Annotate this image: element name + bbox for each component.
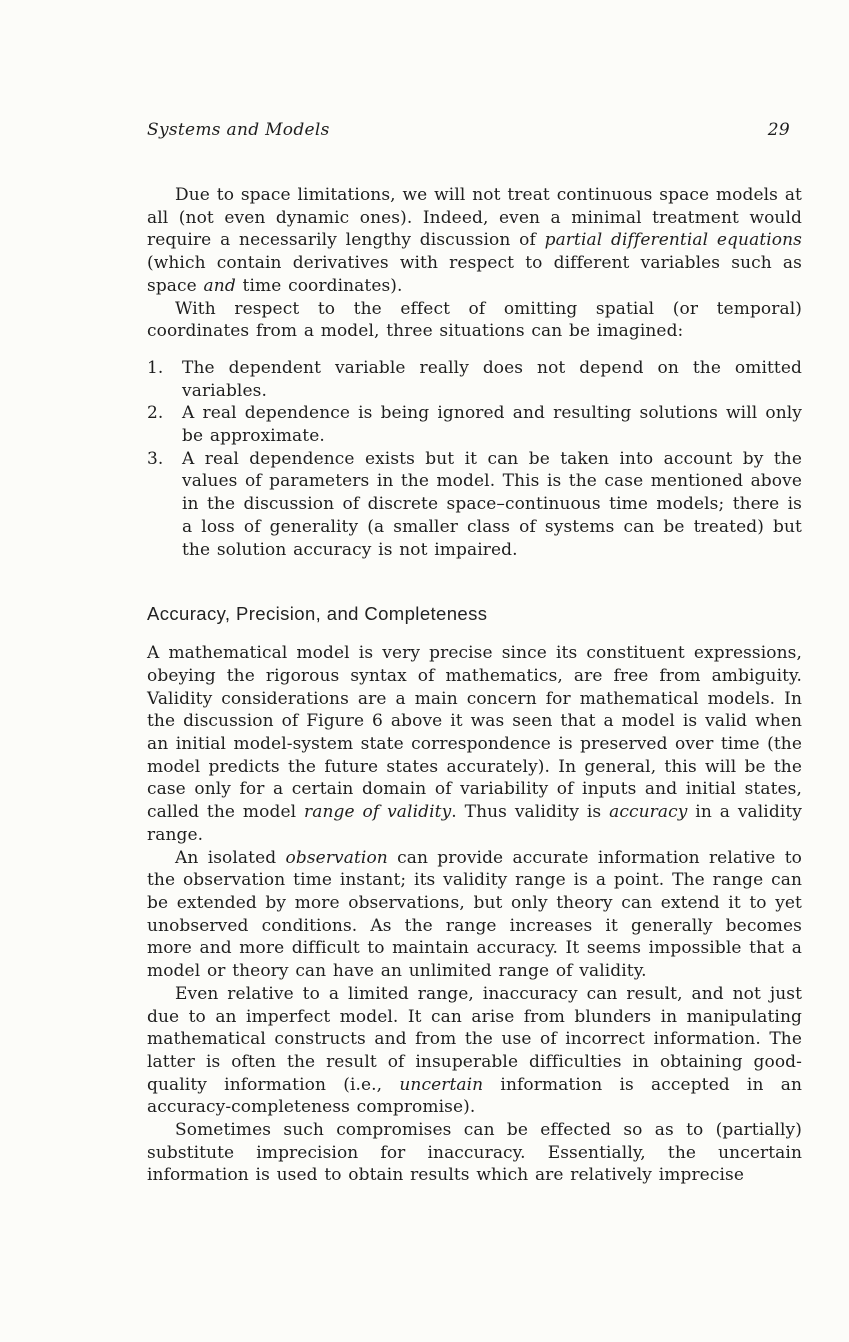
list-item-1-text: The dependent variable really does not depend on the omitted variables. — [182, 357, 802, 401]
list-item-1 — [147, 357, 802, 402]
paragraph-compromises: Sometimes such compromises can be effected so as to (partially) substitute imprecision for inaccuracy. Essentially, the uncertain information is used to obtain results which are relatively imprecise — [147, 1120, 802, 1186]
paragraph-omitting-coordinates: With respect to the effect of omitting spatial (or temporal) coordinates from a model, three situations can be imagined: — [147, 298, 802, 342]
running-header — [147, 120, 802, 140]
list-item-2 — [147, 402, 802, 447]
list-item-3-number: 3. — [147, 448, 164, 469]
text-column — [147, 120, 802, 1187]
list-item-2-number: 2. — [147, 403, 164, 424]
list-item-3 — [147, 448, 802, 562]
list-item-2-text: A real dependence is being ignored and resulting solutions will only be approximate. — [182, 403, 802, 447]
paragraph-limited-range: Even relative to a limited range, inaccuracy can result, and not just due to an imperfect model. It can arise from blunders in manipulating mathematical constructs and from the use of incorrect information. The latter is often the result of insuperable difficulties in obtaining good-quality information (i.e., uncertain information is accepted in an accuracy-completeness compromise). — [147, 983, 803, 1118]
list-item-1-number: 1. — [147, 357, 164, 378]
page-number: 29 — [767, 120, 790, 140]
list-item-3-text: A real dependence exists but it can be taken into account by the values of parameters in the model. This is the case mentioned above in the discussion of discrete space–continuous time models; there is a loss of generality (a smaller class of systems can be treated) but the solution accuracy is not impaired. — [182, 448, 802, 560]
paragraph-isolated-observation: An isolated observation can provide accurate information relative to the observation time instant; its validity range is a point. The range can be extended by more observations, but only theory can extend it to yet unobserved conditions. As the range increases it generally becomes more and more difficult to maintain accuracy. It seems impossible that a model or theory can have an unlimited range of validity. — [147, 847, 802, 982]
paragraph-mathematical-model: A mathematical model is very precise since its constituent expressions, obeying the rigorous syntax of mathematics, are free from ambiguity. Validity considerations are a main concern for mathematical models. In the discussion of Figure 6 above it was seen that a model is valid when an initial model-system state correspondence is preserved over time (the model predicts the future states accurately). In general, this will be the case only for a certain domain of variability of inputs and initial states, called the model range of validity. Thus validity is accuracy in a validity range. — [147, 643, 802, 845]
section-heading: Accuracy, Precision, and Completeness — [147, 603, 488, 625]
numbered-list — [147, 357, 802, 561]
running-title: Systems and Models — [147, 120, 330, 140]
paragraph-space-limitations: Due to space limitations, we will not treat continuous space models at all (not even dynamic ones). Indeed, even a minimal treatment would require a necessarily lengthy discussion of partial differential equations (which contain derivatives with respect to different variables such as space and time coordinates). — [147, 185, 802, 296]
